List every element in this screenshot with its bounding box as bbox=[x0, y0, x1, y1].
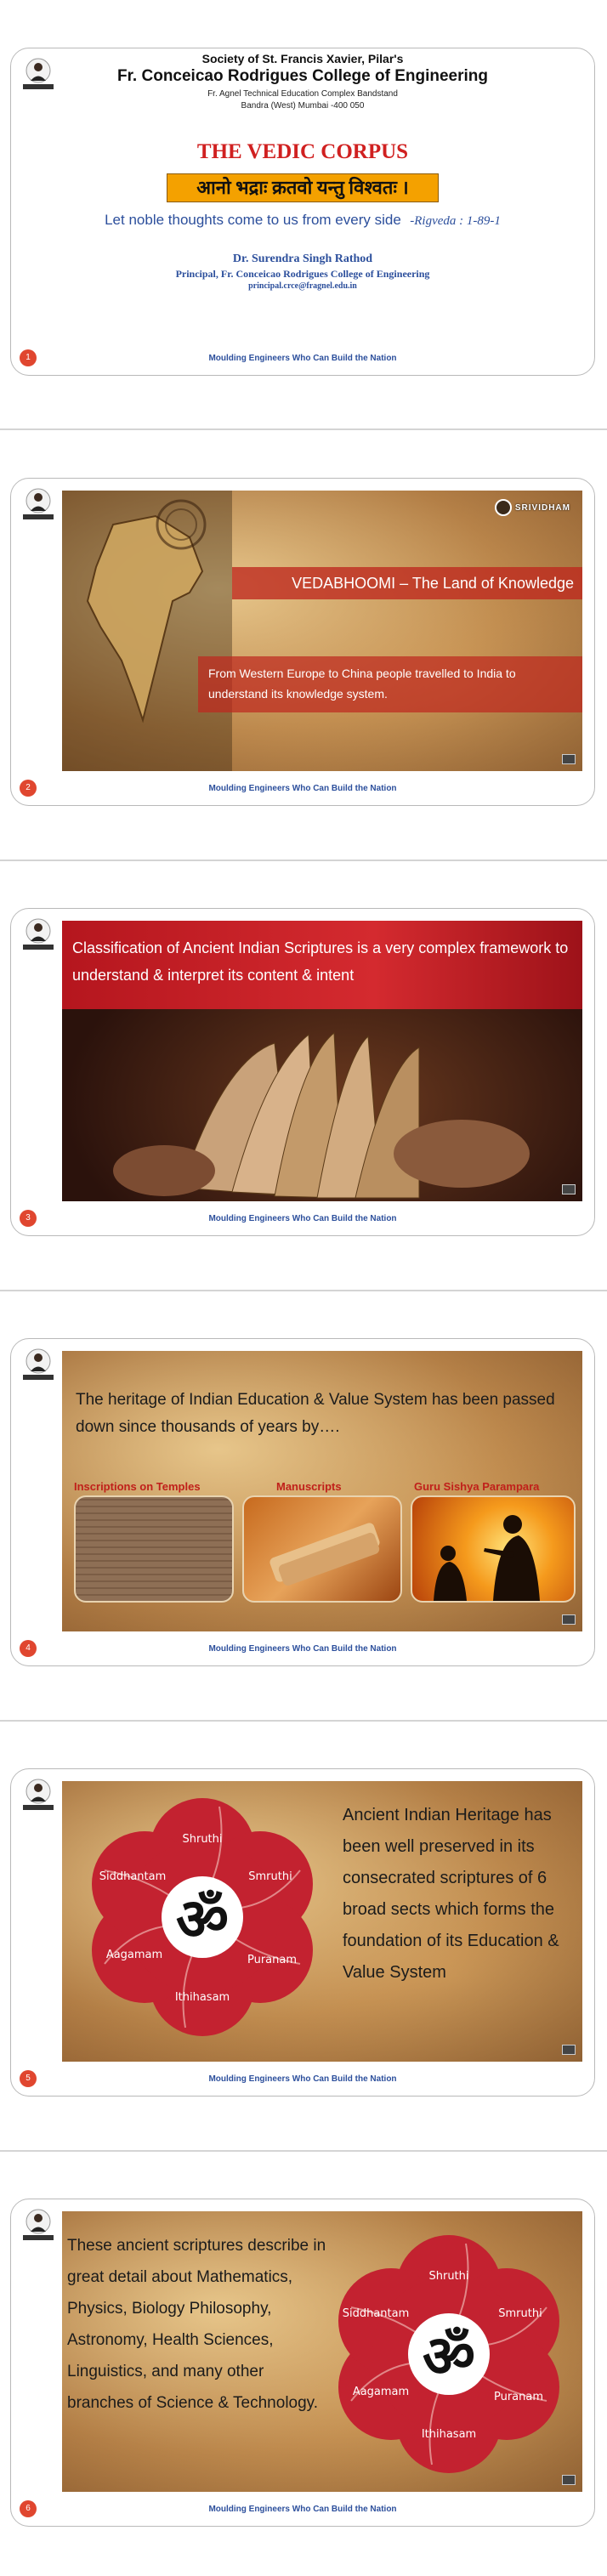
verse-line bbox=[11, 212, 594, 229]
author-role: Principal, Fr. Conceicao Rodrigues College of Engineering bbox=[175, 268, 430, 280]
small-logo-icon bbox=[562, 2475, 576, 2485]
guru-silhouette-icon bbox=[412, 1497, 574, 1601]
manuscript-photo bbox=[242, 1495, 402, 1603]
sanskrit-verse-box bbox=[167, 173, 439, 202]
petal-aagamam: Aagamam bbox=[352, 2386, 410, 2398]
slide-divider bbox=[0, 860, 607, 861]
slide-caption: Classification of Ancient Indian Scriptures is a very complex framework to understand & interpret its content & intent bbox=[72, 939, 569, 984]
brand-name: SRIVIDHAM bbox=[514, 502, 570, 513]
college-logo-icon bbox=[20, 1778, 57, 1815]
complex-name: Fr. Agnel Technical Education Complex Bandstand bbox=[207, 89, 398, 99]
small-logo-icon bbox=[562, 1614, 576, 1625]
slide-6 bbox=[10, 2199, 595, 2527]
slide-number: 5 bbox=[20, 2070, 37, 2087]
slide-heading: The heritage of Indian Education & Value System has been passed down since thousands of years by…. bbox=[76, 1391, 555, 1436]
vedabhoomi-image bbox=[62, 491, 582, 771]
petal-ithihasam: Ithihasam bbox=[174, 1991, 230, 2004]
slide-heading: VEDABHOOMI – The Land of Knowledge bbox=[292, 575, 574, 592]
slide-3 bbox=[10, 908, 595, 1236]
college-logo-icon bbox=[20, 917, 57, 955]
small-logo-icon bbox=[562, 1184, 576, 1194]
palm-leaf-manuscript-icon bbox=[62, 1009, 582, 1201]
college-logo-icon bbox=[20, 2208, 57, 2245]
petal-smruthi: Smruthi bbox=[498, 2307, 542, 2320]
petal-ithihasam: Ithihasam bbox=[421, 2428, 477, 2441]
india-map-icon bbox=[62, 491, 232, 771]
verse-reference: -Rigveda : 1-89-1 bbox=[410, 214, 501, 228]
brand-logo-icon bbox=[495, 499, 512, 516]
slide-divider bbox=[0, 1290, 607, 1291]
college-logo-icon bbox=[20, 1348, 57, 1385]
slide-number: 4 bbox=[20, 1640, 37, 1657]
slide-number: 3 bbox=[20, 1210, 37, 1227]
manuscript-icon bbox=[244, 1497, 400, 1601]
slide-footer: Moulding Engineers Who Can Build the Nation bbox=[208, 784, 397, 793]
author-name: Dr. Surendra Singh Rathod bbox=[232, 252, 373, 265]
slide-number: 1 bbox=[20, 349, 37, 366]
slide-footer: Moulding Engineers Who Can Build the Nation bbox=[208, 2505, 397, 2514]
deck-title: THE VEDIC CORPUS bbox=[196, 140, 409, 163]
slide-body: From Western Europe to China people travelled to India to understand its knowledge system. bbox=[208, 667, 516, 701]
petal-shruthi: Shruthi bbox=[428, 2270, 469, 2283]
slide-footer: Moulding Engineers Who Can Build the Nation bbox=[208, 1644, 397, 1654]
om-wheel bbox=[62, 2211, 582, 2492]
slide-text: These ancient scriptures describe in great detail about Mathematics, Physics, Biology Philosophy, Astronomy, Health Sciences, Linguistics, and many other branches of Science & Technology. bbox=[67, 2237, 326, 2412]
slide-footer: Moulding Engineers Who Can Build the Nation bbox=[208, 2074, 397, 2084]
body-band bbox=[198, 656, 582, 712]
slide-5 bbox=[10, 1768, 595, 2097]
slide-divider bbox=[0, 428, 607, 430]
slide-divider bbox=[0, 2150, 607, 2152]
heritage-image bbox=[62, 1351, 582, 1631]
slide-text: Ancient Indian Heritage has been well preserved in its consecrated scriptures of 6 broad sects which forms the foundation of its Education & Value System bbox=[343, 1806, 559, 1982]
petal-smruthi: Smruthi bbox=[248, 1870, 292, 1883]
label-temples: Inscriptions on Temples bbox=[74, 1480, 201, 1493]
temple-inscription-image bbox=[74, 1495, 234, 1603]
slide-1 bbox=[10, 48, 595, 376]
college-name: Fr. Conceicao Rodrigues College of Engineering bbox=[116, 67, 488, 85]
label-manuscripts: Manuscripts bbox=[276, 1480, 342, 1493]
college-logo-icon bbox=[20, 487, 57, 525]
slide-number: 2 bbox=[20, 780, 37, 797]
heading-band bbox=[232, 567, 582, 599]
caption-band bbox=[62, 921, 582, 1009]
science-image bbox=[62, 2211, 582, 2492]
manuscript-image bbox=[62, 921, 582, 1201]
om-symbol-icon: ॐ bbox=[175, 1887, 230, 1954]
slide-footer: Moulding Engineers Who Can Build the Nation bbox=[208, 1214, 397, 1223]
small-logo-icon bbox=[562, 2045, 576, 2055]
slide-4 bbox=[10, 1338, 595, 1666]
om-image bbox=[62, 1781, 582, 2062]
author-email[interactable]: principal.crce@fragnel.edu.in bbox=[248, 281, 357, 291]
slide-footer: Moulding Engineers Who Can Build the Nation bbox=[208, 354, 397, 363]
label-guru: Guru Sishya Parampara bbox=[414, 1480, 540, 1493]
slide-2 bbox=[10, 478, 595, 806]
address: Bandra (West) Mumbai -400 050 bbox=[241, 101, 365, 111]
petal-siddhantam: Siddhantam bbox=[342, 2307, 410, 2320]
brand-badge bbox=[495, 499, 570, 516]
om-symbol-icon: ॐ bbox=[422, 2324, 476, 2391]
petal-puranam: Puranam bbox=[493, 2391, 544, 2403]
society-name: Society of St. Francis Xavier, Pilar's bbox=[201, 52, 404, 65]
petal-shruthi: Shruthi bbox=[182, 1833, 223, 1846]
petal-siddhantam: Siddhantam bbox=[99, 1870, 167, 1883]
guru-sishya-photo bbox=[411, 1495, 576, 1603]
sanskrit-verse: आनो भद्राः क्रतवो यन्तु विश्वतः । bbox=[196, 177, 409, 198]
petal-aagamam: Aagamam bbox=[105, 1949, 163, 1961]
verse-translation: Let noble thoughts come to us from every side bbox=[105, 212, 401, 228]
slide-divider bbox=[0, 1720, 607, 1722]
petal-puranam: Puranam bbox=[247, 1954, 298, 1966]
small-logo-icon bbox=[562, 754, 576, 764]
slide-number: 6 bbox=[20, 2500, 37, 2517]
